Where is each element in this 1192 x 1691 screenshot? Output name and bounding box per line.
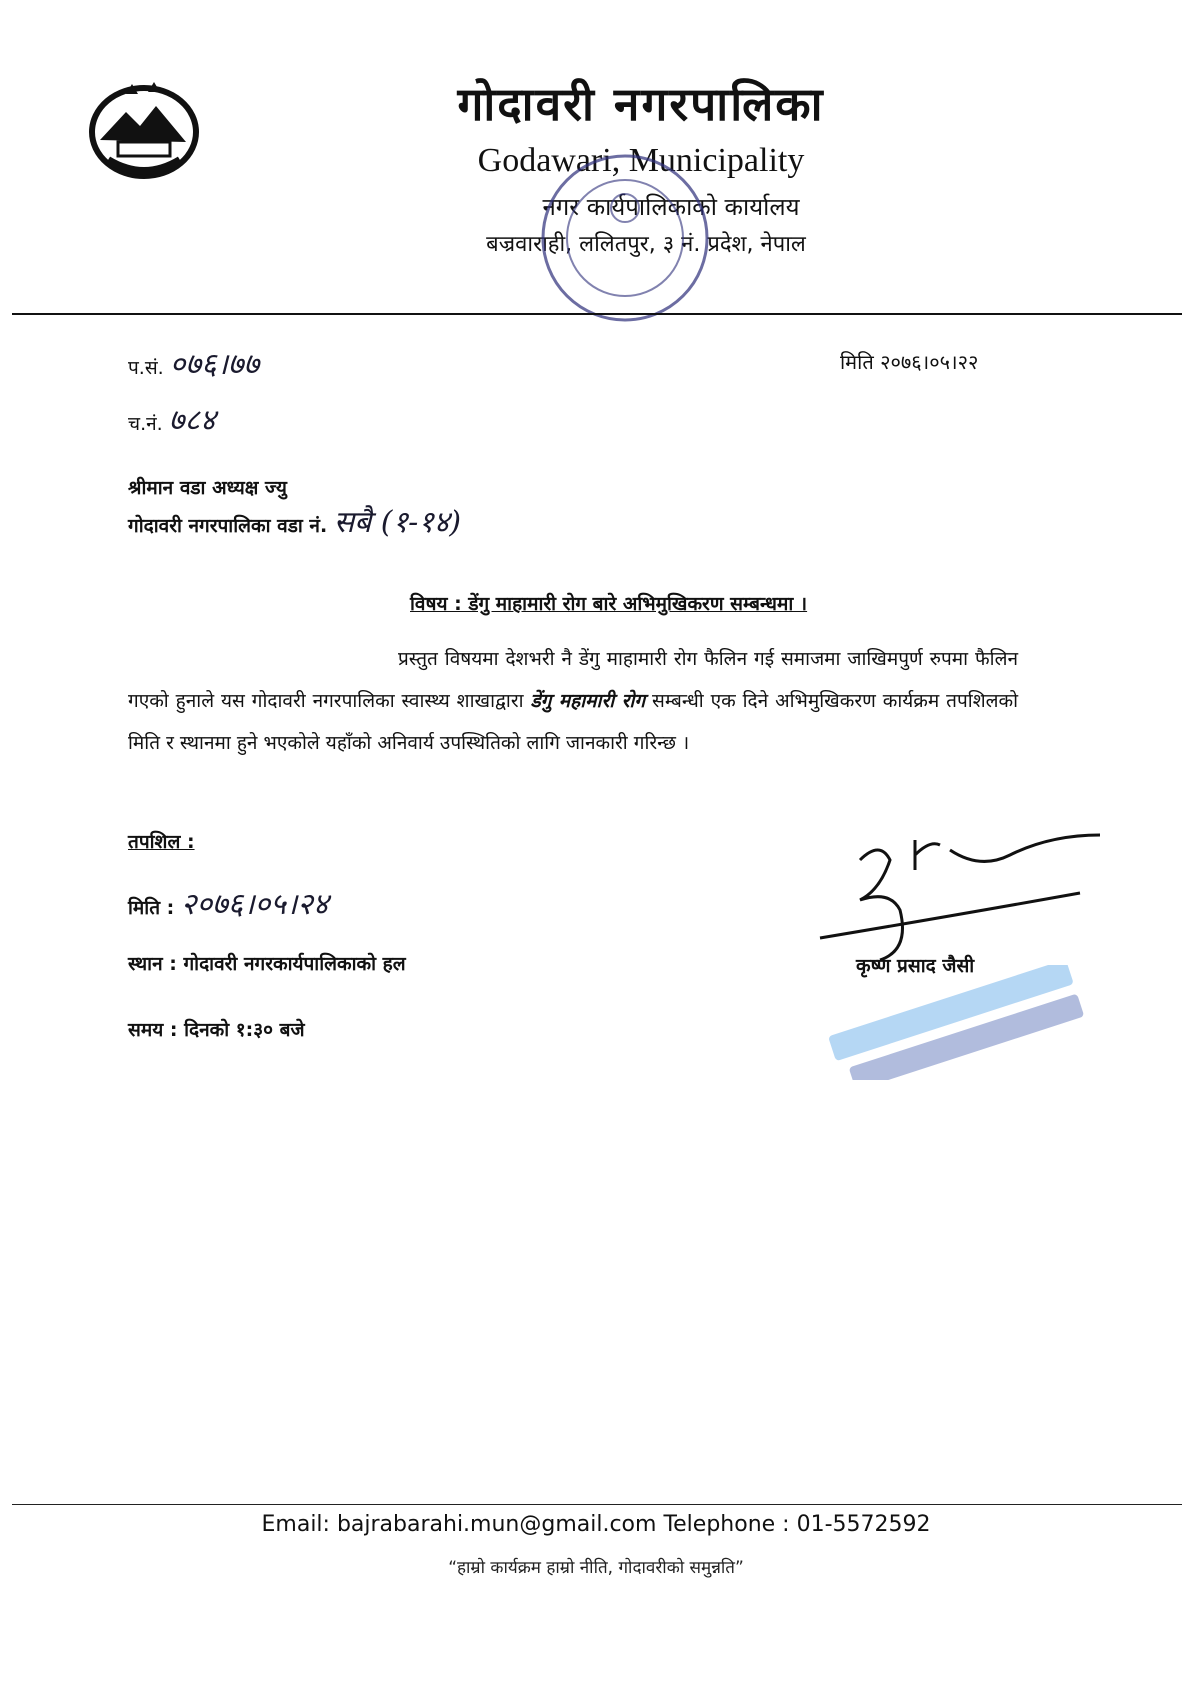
footer-motto: “हाम्रो कार्यक्रम हाम्रो नीति, गोदावरीको समुन्नति” [448, 1558, 744, 1578]
details-heading: तपशिल : [128, 831, 195, 853]
detail-time-label: समय : [128, 1019, 178, 1041]
body-part-2: सम्बन्धी एक दिने अभिमुखिकरण कार्यक्रम तपशिलको मिति र स्थानमा हुने भएकोले यहाँको अनिवार्य उपस्थितिको लागि जानकारी गरिन्छ । [128, 690, 1019, 754]
body-emphasis: डेंगु महामारी रोग [530, 690, 646, 712]
footer-contact: Email: bajrabarahi.mun@gmail.com Telephone : 01-5572592 [261, 1512, 931, 1537]
addressee-line-1: श्रीमान वडा अध्यक्ष ज्यु [128, 477, 287, 499]
office-name: नगर कार्यपालिकाको कार्यालय [542, 193, 800, 221]
detail-place-label: स्थान : [128, 953, 177, 975]
handwritten-signature [800, 820, 1120, 960]
cn-label: च.नं. [128, 413, 163, 435]
detail-place-value: गोदावरी नगरकार्यपालिकाको हल [183, 953, 406, 975]
office-address: बज्रवाराही, ललितपुर, ३ नं. प्रदेश, नेपाल [486, 232, 806, 257]
detail-time-value: दिनको १:३० बजे [184, 1019, 305, 1041]
footer-divider [12, 1504, 1182, 1505]
detail-date-label: मिति : [128, 897, 175, 919]
letter-body [128, 638, 1018, 764]
detail-time [128, 1016, 305, 1042]
addressee-line-2 [128, 500, 461, 541]
reference-number [128, 342, 259, 383]
letter-subject: विषय : डेंगु माहामारी रोग बारे अभिमुखिकरण सम्बन्धमा । [410, 593, 808, 615]
detail-date [128, 882, 328, 923]
header-divider [12, 313, 1182, 315]
municipality-title-english: Godawari, Municipality [477, 142, 805, 179]
body-part-1: प्रस्तुत विषयमा देशभरी नै डेंगु माहामारी रोग फैलिन गई समाजमा जाखिमपुर्ण रुपमा फैलिन गएको हुनाले यस गोदावरी नगरपालिका स्वास्थ्य शाखाद्वारा [128, 648, 1018, 712]
ps-value: ०७६।७७ [169, 347, 260, 382]
detail-place [128, 950, 406, 976]
cn-value: ७८४ [168, 403, 216, 438]
official-title-stamp [820, 965, 1100, 1080]
ward-handwritten: सबै (१-१४) [333, 505, 462, 540]
office-seal-stamp [500, 138, 750, 338]
ps-label: प.सं. [128, 357, 164, 379]
signatory-name: कृष्ण प्रसाद जैसी [856, 955, 975, 977]
detail-date-value: २०७६।०५।२४ [180, 887, 329, 922]
municipality-title-nepali: गोदावरी नगरपालिका [457, 77, 825, 131]
addressee-ward-label: गोदावरी नगरपालिका वडा नं. [128, 515, 328, 537]
letter-date: मिति २०७६।०५।२२ [840, 350, 979, 374]
dispatch-number [128, 398, 216, 439]
